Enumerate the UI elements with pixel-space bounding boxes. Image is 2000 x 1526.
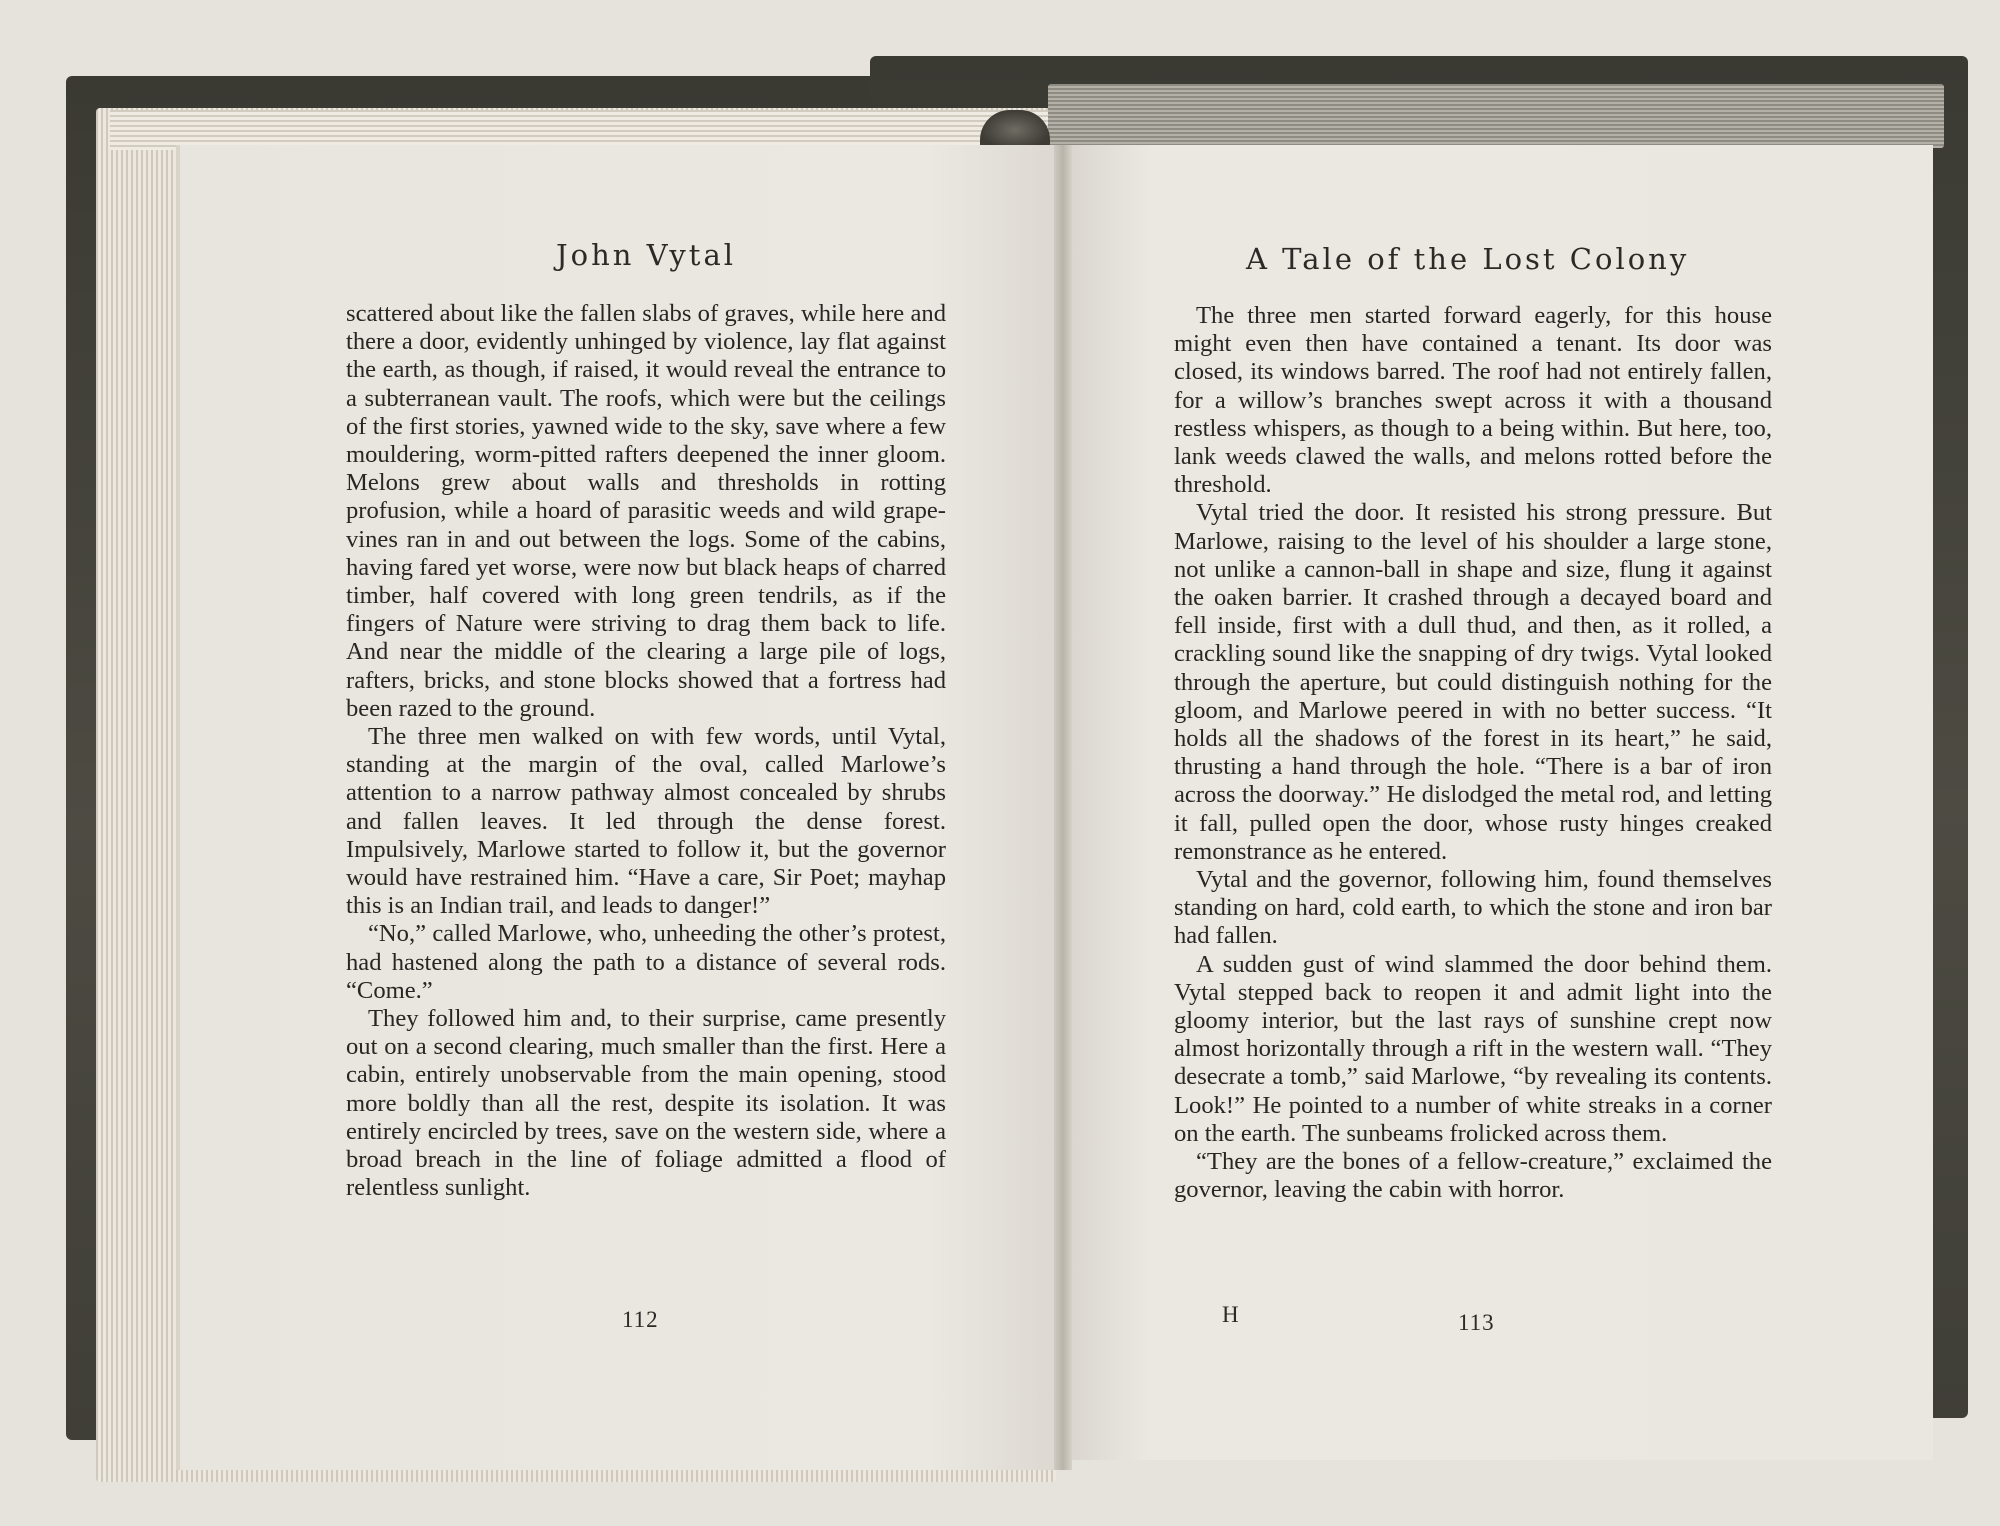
left-paragraph-3: “No,” called Marlowe, who, unheeding the other’s protest, had hastened along the path to a distance of several rods. “Come.” [346,920,946,1004]
left-paragraph-2: The three men walked on with few words, until Vytal, standing at the margin of the oval, called Marlowe’s attention to a narrow pathway almost concealed by shrubs and fallen leaves. It led through the dense forest. Impulsively, Marlowe started to follow it, but the governor would have restrained him. “Have a care, Sir Poet; mayhap this is an Indian trail, and leads to danger!” [346,723,946,920]
right-top-page-edges [1048,84,1944,148]
right-running-head: A Tale of the Lost Colony [1246,242,1690,276]
left-page-text [346,300,946,1203]
left-page-number: 112 [622,1307,659,1332]
left-paragraph-4: They followed him and, to their surprise, came presently out on a second clearing, much smaller than the first. Here a cabin, entirely unobservable from the main opening, stood more boldly than all the rest, despite its isolation. It was entirely encircled by trees, save on the western side, where a broad breach in the line of foliage admitted a flood of relentless sunlight. [346,1005,946,1202]
signature-mark: H [1222,1302,1240,1327]
left-running-head: John Vytal [556,238,737,272]
right-paragraph-4: A sudden gust of wind slammed the door behind them. Vytal stepped back to reopen it and admit light into the gloomy interior, but the last rays of sunshine crept now almost horizontally through a rift in the western wall. “They desecrate a tomb,” said Marlowe, “by revealing its contents. Look!” He pointed to a number of white streaks in a corner on the earth. The sunbeams frolicked across them. [1174,950,1772,1147]
book-gutter [1054,145,1072,1470]
right-page-text [1174,302,1772,1205]
right-page-number: 113 [1458,1310,1495,1335]
right-paragraph-1: The three men started forward eagerly, for this house might even then have contained a tenant. Its door was closed, its windows barred. The roof had not entirely fallen, for a willow’s branches swept across it with a thousand restless whispers, as though to a being within. But here, too, lank weeds clawed the walls, and melons rotted before the threshold. [1174,302,1772,499]
right-paragraph-2: Vytal tried the door. It resisted his strong pressure. But Marlowe, raising to the level of his shoulder a large stone, not unlike a cannon-ball in shape and size, flung it against the oaken barrier. It crashed through a decayed board and fell inside, first with a dull thud, and then, as it rolled, a crackling sound like the snapping of dry twigs. Vytal looked through the aperture, but could distinguish nothing for the gloom, and Marlowe peered in with no better success. “It holds all the shadows of the forest in its heart,” he said, thrusting a hand through the hole. “There is a bar of iron across the doorway.” He dislodged the metal rod, and letting it fall, pulled open the door, whose rusty hinges creaked remonstrance as he entered. [1174,499,1772,865]
left-paragraph-1: scattered about like the fallen slabs of graves, while here and there a door, evidently unhinged by violence, lay flat against the earth, as though, if raised, it would reveal the entrance to a subterranean vault. The roofs, which were but the ceilings of the first stories, yawned wide to the sky, save where a few mouldering, worm-pitted rafters deepened the inner gloom. Melons grew about walls and thresholds in rotting profusion, while a hoard of parasitic weeds and wild grape-vines ran in and out between the logs. Some of the cabins, having fared yet worse, were now but black heaps of charred timber, half covered with long green tendrils, as if the fingers of Nature were striving to drag them back to life. And near the middle of the clearing a large pile of logs, rafters, bricks, and stone blocks showed that a fortress had been razed to the ground. [346,300,946,722]
right-paragraph-5: “They are the bones of a fellow-creature,” exclaimed the governor, leaving the cabin with horror. [1174,1148,1772,1204]
left-top-page-edges [110,110,1050,150]
right-paragraph-3: Vytal and the governor, following him, found themselves standing on hard, cold earth, to which the stone and iron bar had fallen. [1174,866,1772,950]
